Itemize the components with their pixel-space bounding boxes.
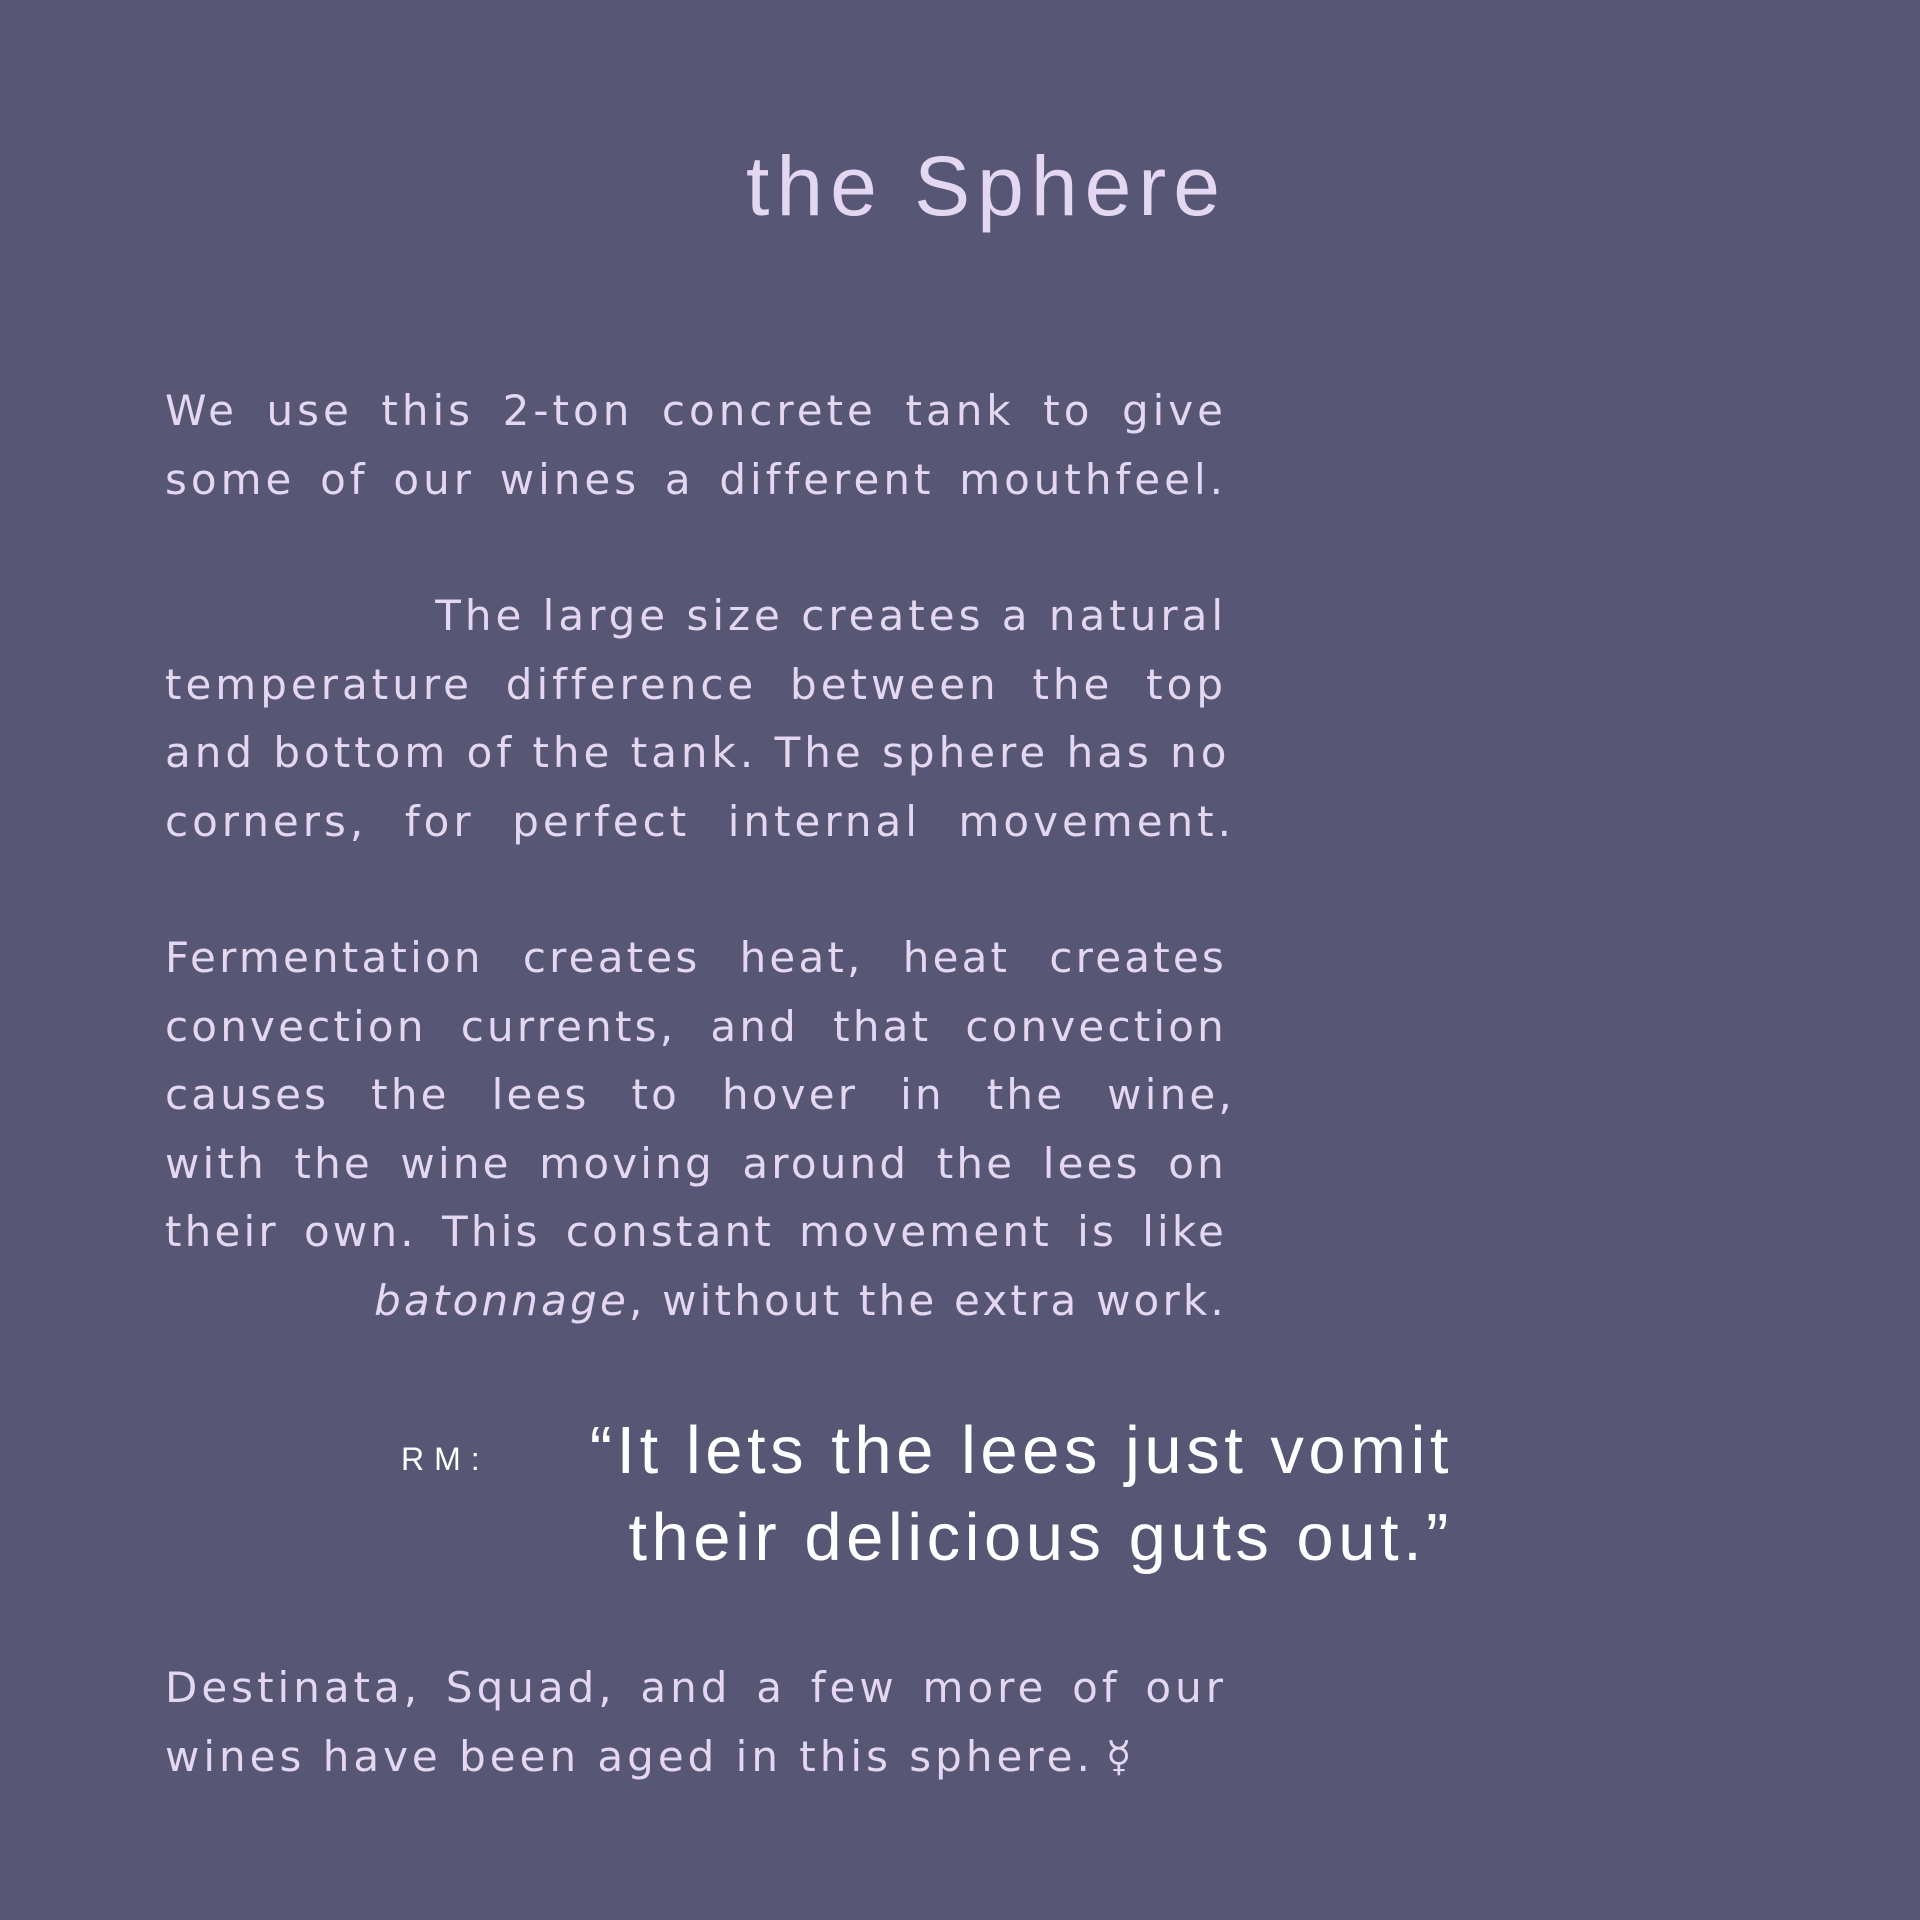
intro-paragraph	[165, 377, 1227, 514]
size-line: The large size creates a natural	[435, 591, 1227, 640]
fermentation-line: convection currents, and that convection	[165, 1001, 1227, 1051]
intro-line: some of our wines a different mouthfeel.	[165, 454, 1227, 504]
fermentation-paragraph	[165, 924, 1235, 1335]
fermentation-line: Fermentation creates heat, heat creates	[165, 933, 1227, 982]
fermentation-line: causes the lees to hover in the wine,	[165, 1070, 1235, 1119]
page-title: the Sphere	[746, 139, 1227, 233]
size-line: temperature difference between the top	[165, 659, 1227, 709]
aging-line: Destinata, Squad, and a few more of our	[165, 1663, 1227, 1712]
aging-line-text: wines have been aged in this sphere.	[165, 1731, 1094, 1781]
quote-line: “It lets the lees just vomit	[589, 1413, 1453, 1488]
fermentation-last-text: , without the extra work.	[629, 1275, 1227, 1325]
mercury-symbol-icon: ☿	[1105, 1731, 1132, 1781]
fermentation-line: their own. This constant movement is like	[165, 1207, 1227, 1256]
intro-line: We use this 2-ton concrete tank to give	[165, 386, 1227, 435]
fermentation-line: with the wine moving around the lees on	[165, 1138, 1227, 1188]
batonnage-term: batonnage	[374, 1275, 629, 1325]
aging-last-line	[165, 1723, 1227, 1792]
quote-speaker: RM:	[401, 1441, 490, 1477]
size-line: and bottom of the tank. The sphere has no	[165, 728, 1231, 777]
pull-quote	[500, 1407, 1453, 1581]
aging-paragraph	[165, 1654, 1227, 1791]
fermentation-last-line	[165, 1267, 1227, 1336]
size-line: corners, for perfect internal movement.	[165, 796, 1235, 846]
quote-line: their delicious guts out.”	[628, 1500, 1453, 1575]
size-paragraph	[165, 582, 1235, 856]
